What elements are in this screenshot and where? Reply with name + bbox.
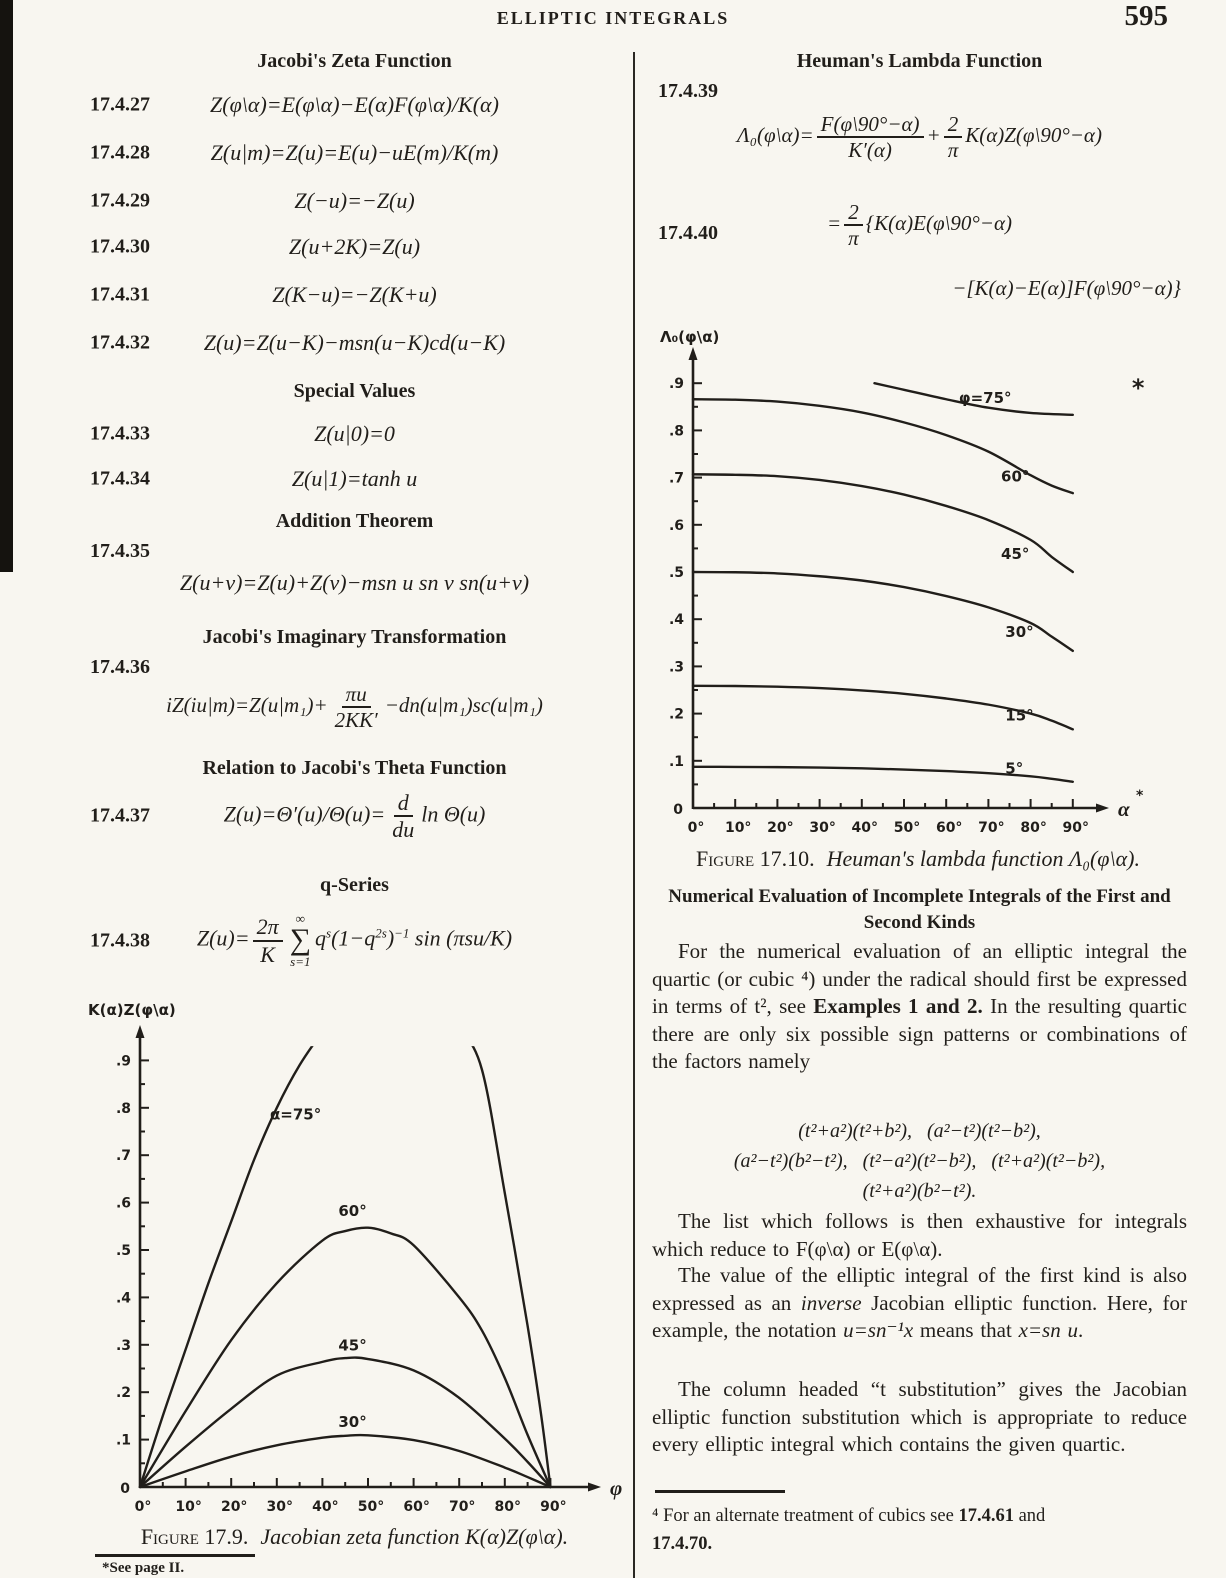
equation-body: Z(u)=Z(u−K)−msn(u−K)cd(u−K)	[203, 330, 506, 355]
footnote-text: and	[1013, 1506, 1046, 1526]
y-tick-label: .1	[668, 753, 684, 770]
fraction-numerator: d	[394, 790, 413, 817]
sigma-icon: ∑	[289, 923, 312, 957]
heading-relation-to-jacobis-theta-function: Relation to Jacobi's Theta Function	[202, 757, 507, 779]
fraction	[388, 790, 418, 843]
equation-17-4-40-line2	[652, 276, 1187, 301]
superscript: 2s	[375, 925, 387, 941]
heading-q-series: q-Series	[320, 874, 389, 896]
inline-math: x=sn u	[1018, 1318, 1078, 1342]
x-tick-label: 60°	[935, 820, 963, 836]
x-tick-label: 10°	[724, 820, 752, 836]
equation-part: +	[926, 122, 941, 147]
x-tick-label: 20°	[220, 1499, 248, 1515]
paragraph-text: For the numerical evaluation of an elliptic integral the quartic (or cubic ⁴) under the radical should first be expressed in terms of t², see	[652, 939, 1187, 1018]
equation-part: =	[827, 210, 842, 235]
equation-part: q	[315, 925, 327, 951]
x-tick-label: 60°	[403, 1499, 430, 1515]
y-tick-label: .6	[115, 1195, 131, 1212]
y-tick-label: .2	[115, 1385, 131, 1402]
equation-body	[737, 112, 1102, 162]
equation-body: Z(−u)=−Z(u)	[294, 188, 415, 213]
caption-text: Jacobian zeta function K(α)Z(φ\α).	[260, 1524, 569, 1549]
heading-addition-theorem: Addition Theorem	[275, 510, 434, 532]
equation-part: ln Θ(u)	[421, 801, 486, 827]
equation-17-4-31	[82, 282, 627, 308]
x-axis-title-superscript: *	[1136, 788, 1144, 804]
curve-label-15°: 15°	[1005, 706, 1034, 725]
equation-number: 17.4.32	[90, 331, 150, 354]
equation-body	[224, 790, 486, 843]
x-tick-label: 40°	[851, 820, 879, 836]
fraction-numerator: πu	[342, 682, 371, 708]
fraction-denominator: π	[947, 138, 959, 163]
equation-body	[827, 200, 1012, 250]
superscript: s	[326, 925, 332, 941]
y-tick-label: .5	[115, 1243, 131, 1259]
equation-17-4-32	[82, 330, 627, 356]
equation-body: Z(K−u)=−Z(K+u)	[272, 282, 437, 307]
x-tick-label: 30°	[266, 1499, 294, 1515]
equation-number: 17.4.39	[658, 80, 718, 102]
figure-17-9-y-axis-label: K(α)Z(φ\α)	[88, 1001, 176, 1019]
heading-special-values: Special Values	[293, 380, 416, 402]
equation-17-4-38	[82, 912, 627, 969]
fraction-numerator: 2	[944, 112, 963, 138]
paragraph-t-substitution: The column headed “t substitution” gives the Jacobian elliptic function substitution which is appropriate to reduce every elliptic integral which contains the given quartic.	[652, 1377, 1187, 1456]
fraction-denominator: π	[848, 226, 859, 251]
x-tick-label: 70°	[448, 1499, 476, 1515]
factor-list-line-3: (t²+a²)(b²−t²).	[862, 1180, 977, 1202]
y-tick-label: .9	[668, 376, 684, 393]
paragraph-text: The value of the elliptic integral of the first kind is also expressed as an	[652, 1263, 1187, 1315]
curve-label-60°: 60°	[338, 1201, 367, 1220]
section-heading-numerical-evaluation: Numerical Evaluation of Incomplete Integrals of the First and Second Kinds	[668, 886, 1171, 933]
fraction	[253, 914, 283, 967]
x-tick-label: 90°	[1062, 820, 1090, 836]
curve-label-φ=75°: φ=75°	[958, 389, 1012, 408]
equation-part: {K(α)E(φ\90°−α)	[865, 210, 1012, 235]
paragraph-text: In the resulting quartic there are only six possible sign patterns or combinations of the factors namely	[652, 994, 1187, 1073]
x-tick-label: 0°	[134, 1499, 152, 1515]
equation-body	[166, 682, 543, 732]
equation-body: Z(u|0)=0	[314, 421, 395, 446]
footnote-text: ⁴ For an alternate treatment of cubics see	[652, 1506, 959, 1526]
fraction-denominator: K′(α)	[848, 138, 892, 163]
figure-17-10-chart	[648, 346, 1226, 843]
fraction-denominator: 2KK′	[334, 708, 378, 733]
paragraph-exhaustive-list: The list which follows is then exhaustive for integrals which reduce to F(φ\α) or E(φ\α).	[652, 1209, 1187, 1261]
y-axis-arrow-icon	[689, 347, 698, 360]
y-axis-arrow-icon	[136, 1025, 145, 1038]
equation-part: −dn(u|m₁)sc(u|m₁)	[384, 692, 543, 717]
equation-number: 17.4.38	[90, 929, 150, 952]
paragraph-numerical-evaluation	[652, 938, 1187, 1076]
equation-body	[197, 912, 512, 969]
equation-body: Z(u+v)=Z(u)+Z(v)−msn u sn v sn(u+v)	[179, 570, 530, 595]
y-tick-label: .5	[668, 565, 684, 581]
equation-part: Λ₀(φ\α)=	[737, 122, 814, 147]
equation-part: (1−q	[331, 925, 376, 951]
equation-part: )	[386, 925, 395, 951]
equation-number: 17.4.31	[90, 283, 150, 306]
equation-number: 17.4.37	[90, 804, 150, 827]
factor-list-line-2: (a²−t²)(b²−t²), (t²−a²)(t²−b²), (t²+a²)(t²−b²),	[733, 1150, 1106, 1172]
y-tick-label: .3	[115, 1337, 131, 1354]
y-tick-label: .8	[668, 423, 684, 440]
paragraph-text: means that	[913, 1318, 1019, 1342]
curve-label-45°: 45°	[1001, 544, 1030, 563]
equation-body: Z(u|m)=Z(u)=E(u)−uE(m)/K(m)	[210, 140, 499, 165]
paragraph-inverse-function	[652, 1262, 1187, 1345]
caption-label: Figure 17.10.	[696, 846, 815, 871]
equation-part: Z(u)=Θ′(u)/Θ(u)=	[223, 801, 386, 827]
x-tick-label: 20°	[767, 820, 794, 836]
equation-body: Z(φ\α)=E(φ\α)−E(α)F(φ\α)/K(α)	[210, 92, 499, 117]
y-tick-label: .3	[668, 659, 684, 676]
summation-symbol	[290, 912, 311, 969]
figure-17-10-caption	[648, 846, 1188, 872]
superscript: −1	[394, 925, 410, 941]
x-tick-label: 80°	[1020, 820, 1047, 836]
equation-17-4-36	[82, 682, 627, 732]
asterisk-marker: *	[1131, 373, 1145, 402]
curve-30°	[140, 1435, 550, 1487]
fraction-denominator: du	[392, 817, 415, 843]
fraction	[944, 112, 963, 162]
equation-number: 17.4.29	[90, 189, 150, 212]
equation-17-4-39	[652, 112, 1187, 162]
fig1-svg-canvas	[82, 1022, 642, 1522]
equation-part: K(α)Z(φ\90°−α)	[965, 122, 1102, 147]
curve-label-5°: 5°	[1005, 759, 1024, 778]
curve-label-60°: 60°	[1001, 467, 1030, 486]
paragraph-text: .	[1077, 1318, 1084, 1342]
fig2-svg-canvas	[648, 346, 1226, 838]
x-tick-label: 30°	[809, 820, 836, 836]
x-axis-title: α	[1118, 797, 1130, 821]
equation-number: 17.4.34	[90, 467, 150, 490]
equation-number: 17.4.28	[90, 141, 150, 164]
y-tick-label: .4	[668, 612, 684, 629]
equation-17-4-40	[652, 200, 1187, 250]
fraction-numerator: F(φ\90°−α)	[817, 112, 924, 138]
equation-17-4-28	[82, 140, 627, 166]
y-tick-label: .8	[115, 1100, 131, 1117]
y-tick-label: .1	[115, 1432, 131, 1449]
left-footnote: *See page II.	[102, 1560, 185, 1576]
equation-17-4-27	[82, 92, 627, 118]
equation-body: −[K(α)−E(α)]F(φ\90°−α)}	[952, 276, 1181, 300]
curve-label-45°: 45°	[338, 1336, 367, 1355]
x-tick-label: 40°	[312, 1499, 339, 1515]
caption-label: Figure 17.9.	[140, 1524, 249, 1549]
x-tick-label: 90°	[540, 1499, 567, 1515]
x-tick-label: 10°	[175, 1499, 202, 1515]
inline-math: u=sn⁻¹x	[843, 1318, 914, 1342]
footnote-rule	[95, 1554, 255, 1557]
equation-17-4-37	[82, 790, 627, 843]
x-tick-label: 50°	[357, 1499, 385, 1515]
y-tick-label: .7	[115, 1148, 131, 1165]
figure-17-10-y-axis-label: Λ₀(φ\α)	[660, 328, 720, 346]
fraction	[844, 200, 863, 250]
x-axis-title: φ	[610, 1476, 623, 1500]
footnote-rule	[655, 1490, 785, 1493]
equation-number: 17.4.40	[658, 222, 718, 244]
y-tick-label: .7	[668, 470, 684, 487]
equation-part: iZ(iu|m)=Z(u|m₁)+	[166, 692, 328, 717]
scan-gutter-bar	[0, 0, 13, 572]
equation-part: sin (πsu/K)	[409, 925, 513, 951]
curve-label-30°: 30°	[338, 1412, 367, 1431]
equation-17-4-34	[82, 466, 627, 492]
fraction-denominator: K	[260, 941, 275, 967]
curve-label-α=75°: α=75°	[269, 1105, 322, 1124]
heading-jacobis-zeta-function: Jacobi's Zeta Function	[257, 50, 452, 72]
y-origin-label: 0	[120, 1481, 130, 1497]
equation-number: 17.4.30	[90, 235, 150, 258]
heading-jacobis-imaginary-transformation: Jacobi's Imaginary Transformation	[202, 626, 507, 648]
x-axis-arrow-icon	[1096, 804, 1109, 813]
y-tick-label: .9	[115, 1053, 131, 1070]
emphasized-word: inverse	[800, 1290, 862, 1315]
fraction	[331, 682, 382, 732]
x-tick-label: 50°	[893, 820, 921, 836]
x-axis-arrow-icon	[588, 1483, 601, 1492]
examples-reference: Examples 1 and 2.	[813, 994, 983, 1018]
summation-upper-limit: ∞	[295, 911, 305, 926]
y-tick-label: .4	[115, 1290, 131, 1307]
curve-label-30°: 30°	[1005, 623, 1034, 642]
x-tick-label: 80°	[494, 1499, 522, 1515]
equation-reference: 17.4.61	[958, 1506, 1014, 1526]
equation-body: Z(u+2K)=Z(u)	[288, 234, 421, 259]
equation-number: 17.4.36	[90, 656, 150, 678]
equation-17-4-35	[82, 570, 627, 596]
y-tick-label: .2	[668, 706, 684, 723]
equation-17-4-33	[82, 421, 627, 447]
figure-17-9-chart	[82, 1022, 642, 1527]
fraction-numerator: 2	[844, 200, 863, 226]
equation-17-4-30	[82, 234, 627, 260]
right-footnote	[652, 1502, 1187, 1558]
heading-heumans-lambda-function: Heuman's Lambda Function	[796, 50, 1043, 72]
equation-part: Z(u)=	[196, 925, 250, 951]
x-tick-label: 70°	[978, 820, 1005, 836]
summation-lower-limit: s=1	[290, 953, 311, 969]
fraction-numerator: 2π	[253, 914, 283, 941]
fraction	[817, 112, 924, 162]
equation-number: 17.4.27	[90, 93, 150, 116]
page-number: 595	[1124, 0, 1168, 32]
x-tick-label: 0°	[687, 820, 705, 836]
paragraph-text: Jacobian elliptic function. Here, for example, the notation	[652, 1290, 1187, 1342]
y-tick-label: .6	[668, 517, 684, 534]
equation-number: 17.4.35	[90, 540, 150, 562]
y-origin-label: 0	[673, 802, 683, 818]
equation-body: Z(u|1)=tanh u	[291, 466, 418, 491]
equation-17-4-29	[82, 188, 627, 214]
running-header: ELLIPTIC INTEGRALS	[496, 8, 730, 28]
figure-17-9-caption	[82, 1524, 627, 1550]
equation-reference: 17.4.70.	[652, 1534, 713, 1554]
equation-number: 17.4.33	[90, 422, 150, 445]
factor-list-line-1: (t²+a²)(t²+b²), (a²−t²)(t²−b²),	[798, 1120, 1041, 1142]
caption-text: Heuman's lambda function Λ₀(φ\α).	[826, 846, 1140, 871]
